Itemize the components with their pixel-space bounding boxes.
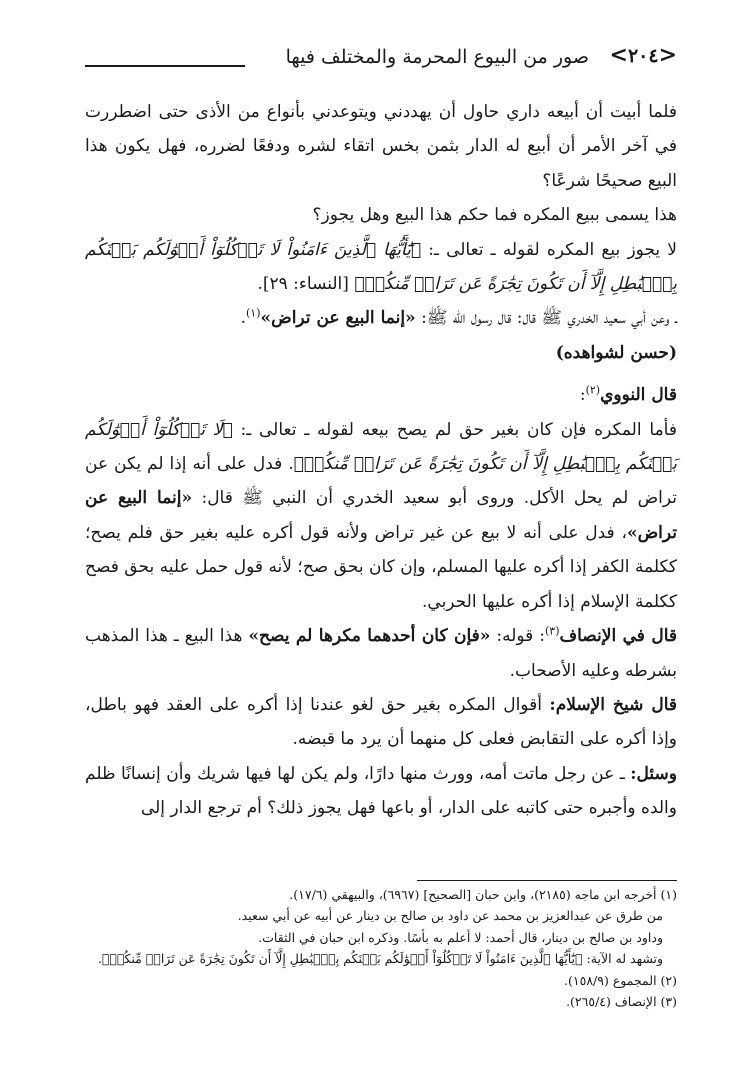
- footnote-1-verse: وتشهد له الآية: ﴿يَٰٓأَيُّهَا ٱلَّذِينَ ءَامَنُواْ لَا تَأۡكُلُوٓاْ أَمۡوَٰلَكُم بَيۡنَكُم بِٱلۡبَٰطِلِ إِلَّآ أَن تَكُونَ تِجَٰرَةً عَن تَرَاضٖ مِّنكُمۡ﴾.: [98, 951, 663, 967]
- footnote-rule: [417, 880, 677, 881]
- insaf-colon: : قوله:: [496, 626, 545, 647]
- shaykh-text: أقوال المكره بغير حق لغو عندنا إذا أكره على العقد فهو باطل، وإذا أكره على التقابض فعلى كل منهما أن يرد ما قبضه.: [85, 694, 677, 750]
- nawawi-title: قال النووي: [600, 385, 677, 406]
- paragraph-insaf: [85, 619, 677, 688]
- hadith-text-2: «إنما البيع عن تراض»: [85, 488, 677, 543]
- footnote-2: (٢) المجموع (١٥٨/٩).: [564, 972, 677, 988]
- footnote-1-chain: من طرق عن عبدالعزيز بن محمد عن داود بن صالح بن دينار عن أبيه عن أبي سعيد.: [237, 908, 663, 924]
- ruling-lead: لا يجوز بيع المكره لقوله ـ تعالى ـ:: [428, 239, 677, 260]
- insaf-rest: هذا البيع ـ هذا المذهب بشرطه وعليه الأصحاب.: [85, 626, 677, 681]
- running-title: صور من البيوع المحرمة والمختلف فيها: [285, 46, 589, 68]
- footnote-ref-1: (١): [246, 306, 261, 320]
- footnote-1-narrator: وداود بن صالح بن دينار، قال أحمد: لا أعلم به بأسًا. وذكره ابن حبان في الثقات.: [258, 929, 663, 945]
- insaf-title: قال في الإنصاف: [559, 626, 678, 647]
- nawawi-mid: فدل على أنه إذا لم يكن عن تراض لم يحل الأكل. وروى أبو سعيد الخدري أن النبي ﷺ قال:: [85, 454, 677, 509]
- paragraph-shaykh: [85, 688, 677, 757]
- paragraph-nawawi: [85, 413, 677, 619]
- hadith-lead: ـ وعن أبي سعيد الخدري ﷺ قال: قال رسول الله ﷺ:: [421, 308, 677, 329]
- header-rule: [85, 65, 245, 67]
- insaf-quote: «فإن كان أحدهما مكرها لم يصح»: [248, 626, 491, 647]
- paragraph-hadith: [85, 301, 677, 335]
- nawawi-heading: [85, 378, 677, 412]
- suil-text: ـ عن رجل ماتت أمه، وورث منها دارًا، ولم يكن لها فيها شريك وأن إنسانًا ظلم والده وأجبره حتى كاتبه على الدار، أو باعها فهل يجوز ذلك؟ أم ترجع الدار إلى: [85, 763, 677, 819]
- paragraph-ruling: [85, 233, 677, 302]
- hadith-end: .: [240, 308, 246, 329]
- paragraph-answer-intro: هذا يسمى ببيع المكره فما حكم هذا البيع وهل يجوز؟: [312, 205, 677, 226]
- paragraph-question-2: [85, 757, 677, 826]
- page-number: <٢٠٤>: [609, 42, 677, 68]
- page-header: [85, 38, 677, 78]
- quran-verse-2: ﴿لَا تَأۡكُلُوٓاْ أَمۡوَٰلَكُم بَيۡنَكُم بِٱلۡبَٰطِلِ إِلَّآ أَن تَكُونَ تِجَٰرَةً عَن تَرَاضٖ مِّنكُمۡ﴾.: [85, 419, 677, 475]
- footnote-1: (١) أخرجه ابن ماجه (٢١٨٥)، وابن حبان [الصحيح] (٦٩٦٧)، والبيهقي (١٧/٦).: [289, 887, 677, 902]
- hadith-grade: (حسن لشواهده): [555, 342, 677, 363]
- footnotes: [85, 884, 677, 1012]
- footnote-ref-2: (٢): [585, 383, 601, 397]
- hadith-text: «إنما البيع عن تراض»: [260, 308, 416, 329]
- paragraph-question: فلما أبيت أن أبيعه داري حاول أن يهددني ويتوعدني بأنواع من الأذى حتى اضطررت في آخر الأمر أن أبيع له الدار بثمن بخس اتقاء لشره ودفعًا لضرره، فهل يكون هذا البيع صحيحًا شرعًا؟: [85, 102, 678, 191]
- nawawi-lead: فأما المكره فإن كان بغير حق لم يصح بيعه لقوله ـ تعالى ـ:: [240, 419, 677, 440]
- footnote-3: (٣) الإنصاف (٢٦٥/٤).: [566, 994, 677, 1010]
- suil-title: وسئل:: [630, 763, 677, 784]
- nawawi-colon: :: [579, 385, 586, 406]
- quran-verse: ﴿يَٰٓأَيُّهَا ٱلَّذِينَ ءَامَنُواْ لَا تَأۡكُلُوٓاْ أَمۡوَٰلَكُم بَيۡنَكُم بِٱلۡبَٰطِلِ إِلَّآ أَن تَكُونَ تِجَٰرَةً عَن تَرَاضٖ مِّنكُمۡ﴾: [85, 239, 677, 295]
- page-number-value: ٢٠٤: [627, 45, 659, 67]
- footnote-ref-3: (٣): [544, 624, 560, 638]
- nawawi-rest: ، فدل على أنه لا بيع عن غير تراض ولأنه قول أكره عليه بغير حق فلم يصح؛ ككلمة الكفر إذا أكره عليها المسلم، وإن كان بحق صح؛ لأنه قول حمل عليه بحق فصح ككلمة الإسلام إذا أكره عليها الحربي.: [85, 522, 677, 612]
- verse-reference: [النساء: ٢٩].: [257, 274, 349, 295]
- shaykh-title: قال شيخ الإسلام:: [549, 694, 678, 715]
- body-text: [85, 95, 677, 826]
